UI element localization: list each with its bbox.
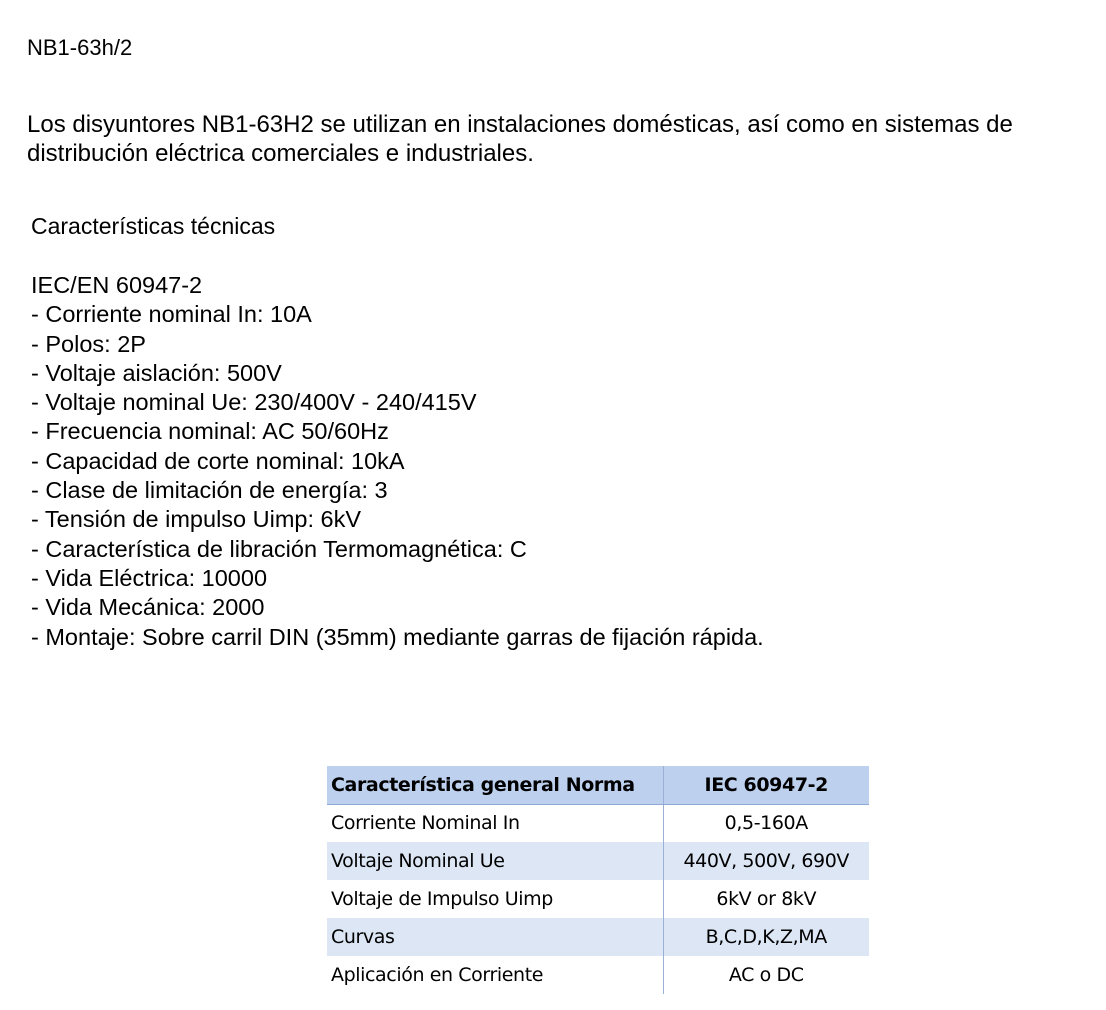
norma-table — [327, 766, 869, 994]
spec-item: - Polos: 2P — [31, 330, 146, 357]
spec-item: - Vida Eléctrica: 10000 — [31, 564, 268, 591]
product-code: NB1-63h/2 — [27, 35, 133, 60]
table-cell: 440V, 500V, 690V — [683, 850, 850, 872]
table-cell: Voltaje de Impulso Uimp — [327, 880, 663, 918]
table-cell: Curvas — [327, 918, 663, 956]
table-header-cell: Característica general Norma — [327, 766, 663, 804]
spec-item: - Frecuencia nominal: AC 50/60Hz — [31, 418, 389, 445]
table-cell: 0,5-160A — [724, 812, 808, 835]
table-header-cell: IEC 60947-2 — [663, 766, 869, 804]
spec-item: - Característica de libración Termomagnética: C — [31, 535, 527, 562]
table-cell: B,C,D,K,Z,MA — [705, 926, 827, 948]
section-title: Características técnicas — [31, 213, 276, 239]
table-row — [327, 804, 869, 842]
spec-item: - Capacidad de corte nominal: 10kA — [31, 447, 405, 474]
table-row — [327, 918, 869, 956]
table-cell: Voltaje Nominal Ue — [327, 842, 663, 880]
table-cell: Corriente Nominal In — [327, 804, 663, 842]
table-cell: AC o DC — [728, 964, 804, 986]
spec-item: - Voltaje aislación: 500V — [31, 359, 282, 386]
spec-item: - Tensión de impulso Uimp: 6kV — [31, 506, 362, 533]
spec-item: - Voltaje nominal Ue: 230/400V - 240/415V — [31, 389, 477, 416]
spec-item: - Corriente nominal In: 10A — [31, 301, 312, 328]
spec-item: - Montaje: Sobre carril DIN (35mm) mediante garras de fijación rápida. — [31, 623, 764, 650]
spec-item: - Vida Mecánica: 2000 — [31, 594, 265, 621]
spec-list — [31, 271, 764, 652]
table-header-row — [327, 766, 869, 804]
table-row — [327, 956, 869, 994]
table-cell: 6kV or 8kV — [716, 888, 817, 910]
spec-item: - Clase de limitación de energía: 3 — [31, 477, 388, 504]
product-description: Los disyuntores NB1-63H2 se utilizan en instalaciones domésticas, así como en sistemas de distribución eléctrica comerciales e industriales. — [27, 111, 1013, 167]
spec-standard: IEC/EN 60947-2 — [31, 272, 203, 298]
table-row — [327, 880, 869, 918]
table-row — [327, 842, 869, 880]
table-cell: Aplicación en Corriente — [327, 956, 663, 994]
